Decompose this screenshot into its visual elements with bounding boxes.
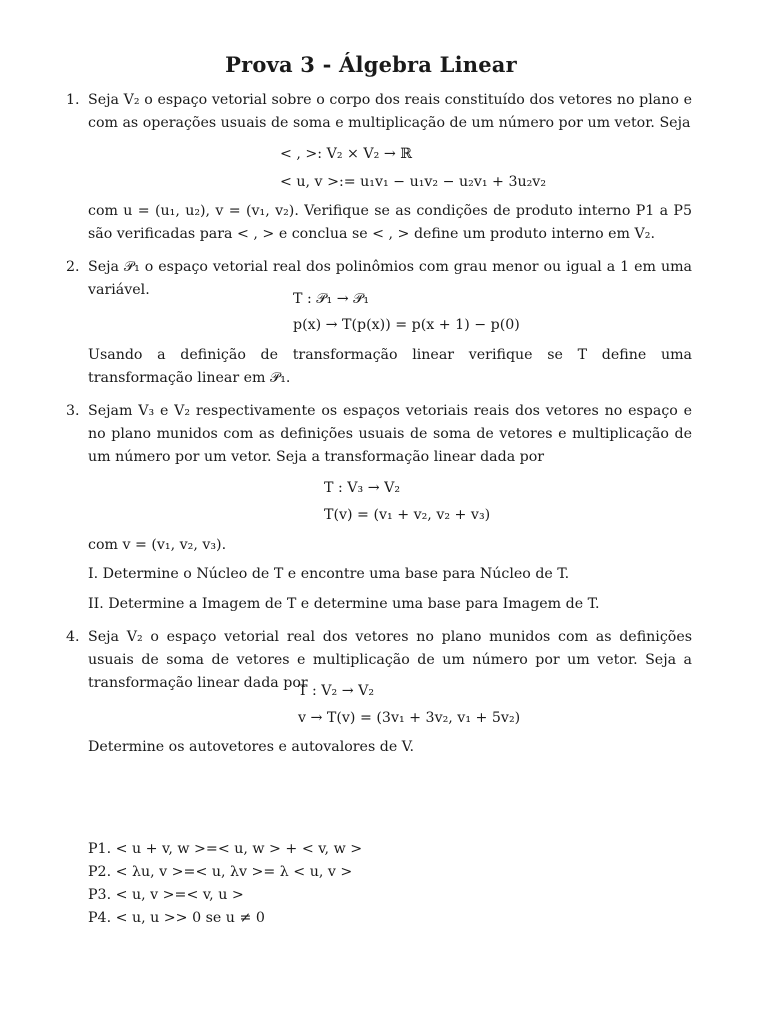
property-p1: P1. < u + v, w >=< u, w > + < v, w > bbox=[88, 841, 363, 857]
page-title: Prova 3 - Álgebra Linear bbox=[225, 52, 517, 77]
question-1-equation-2: < u, v >:= u₁v₁ − u₁v₂ − u₂v₁ + 3u₂v₂ bbox=[280, 174, 547, 190]
question-2-text: Seja 𝒫₁ o espaço vetorial real dos polinômios com grau menor ou igual a 1 em uma variável. bbox=[88, 259, 692, 298]
question-1-instruction: com u = (u₁, u₂), v = (v₁, v₂). Verifique se as condições de produto interno P1 a P5 são verificadas para < , > e conclua se < , > define um produto interno em V₂. bbox=[88, 203, 692, 242]
question-1-number: 1. bbox=[66, 92, 80, 108]
question-3-item-1: I. Determine o Núcleo de T e encontre uma base para Núcleo de T. bbox=[88, 566, 570, 582]
question-4-equation-1: T : V₂ → V₂ bbox=[298, 683, 375, 699]
question-2-instruction: Usando a definição de transformação linear verifique se T define uma transformação linear em 𝒫₁. bbox=[88, 347, 692, 386]
question-3-equation-1: T : V₃ → V₂ bbox=[324, 480, 401, 496]
question-1-text: Seja V₂ o espaço vetorial sobre o corpo dos reais constituído dos vetores no plano e com as operações usuais de soma e multiplicação de um número por um vetor. Seja bbox=[88, 92, 692, 131]
question-4-equation-2: v → T(v) = (3v₁ + 3v₂, v₁ + 5v₂) bbox=[298, 710, 521, 726]
property-p2: P2. < λu, v >=< u, λv >= λ < u, v > bbox=[88, 864, 353, 880]
question-4-instruction: Determine os autovetores e autovalores de V. bbox=[88, 739, 415, 755]
question-4-number: 4. bbox=[66, 629, 80, 645]
question-2-number: 2. bbox=[66, 259, 80, 275]
question-1-equation-1: < , >: V₂ × V₂ → ℝ bbox=[280, 146, 413, 162]
question-2-equation-1: T : 𝒫₁ → 𝒫₁ bbox=[293, 291, 370, 307]
question-3-item-2: II. Determine a Imagem de T e determine uma base para Imagem de T. bbox=[88, 596, 600, 612]
question-3-equation-2: T(v) = (v₁ + v₂, v₂ + v₃) bbox=[324, 507, 491, 523]
question-4-text: Seja V₂ o espaço vetorial real dos vetores no plano munidos com as definições usuais de soma de vetores e multiplicação de um número por um vetor. Seja a transformação linear dada por bbox=[88, 629, 692, 691]
question-3-definition: com v = (v₁, v₂, v₃). bbox=[88, 537, 227, 553]
property-p4: P4. < u, u >> 0 se u ≠ 0 bbox=[88, 910, 265, 926]
property-p3: P3. < u, v >=< v, u > bbox=[88, 887, 244, 903]
question-2-equation-2: p(x) → T(p(x)) = p(x + 1) − p(0) bbox=[293, 317, 520, 333]
question-3-text: Sejam V₃ e V₂ respectivamente os espaços vetoriais reais dos vetores no espaço e no plano munidos com as definições usuais de soma de vetores e multiplicação de um número por um vetor. Seja a transformação linear dada por bbox=[88, 403, 692, 465]
question-3-number: 3. bbox=[66, 403, 80, 419]
